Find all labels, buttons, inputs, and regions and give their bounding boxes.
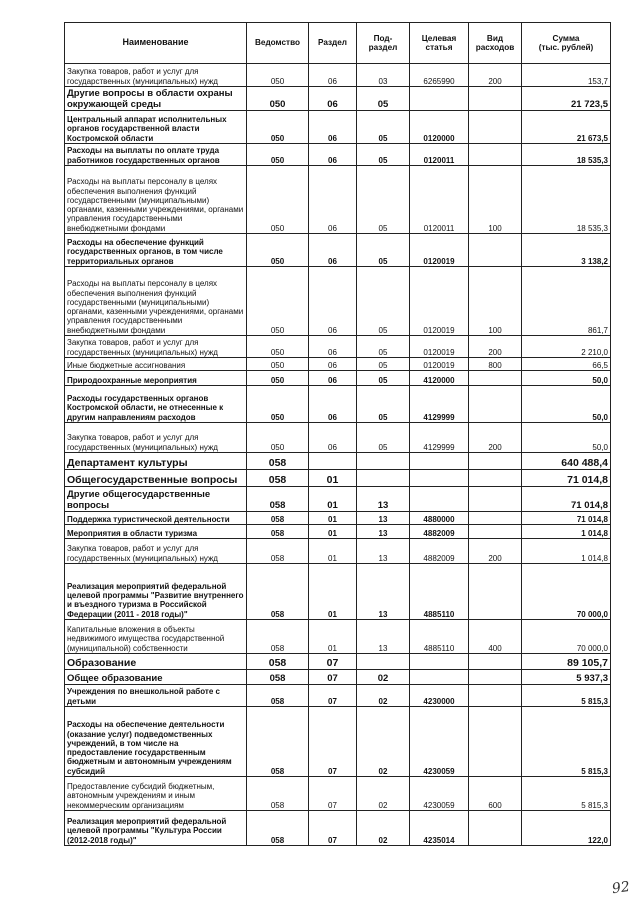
cell-vid	[469, 386, 522, 423]
cell-vid	[469, 707, 522, 777]
table-row	[65, 111, 611, 144]
table-row	[65, 670, 611, 685]
cell-ved: 058	[247, 453, 309, 470]
table-row	[65, 525, 611, 539]
cell-podrazdel: 03	[357, 64, 410, 87]
table-row	[65, 336, 611, 358]
cell-target	[410, 453, 469, 470]
cell-ved: 058	[247, 654, 309, 670]
cell-target: 0120011	[410, 166, 469, 234]
cell-vid	[469, 654, 522, 670]
cell-vid	[469, 525, 522, 539]
cell-target: 4885110	[410, 620, 469, 654]
cell-vid: 100	[469, 166, 522, 234]
cell-ved: 058	[247, 670, 309, 685]
cell-sum: 5 815,3	[522, 707, 611, 777]
cell-razdel: 07	[309, 670, 357, 685]
cell-razdel	[309, 453, 357, 470]
cell-podrazdel: 05	[357, 371, 410, 386]
cell-podrazdel: 13	[357, 620, 410, 654]
cell-razdel: 06	[309, 64, 357, 87]
cell-target	[410, 487, 469, 512]
cell-sum: 21 673,5	[522, 111, 611, 144]
cell-sum: 5 815,3	[522, 685, 611, 707]
cell-name: Закупка товаров, работ и услуг для государственных (муниципальных) нужд	[65, 336, 247, 358]
table-row	[65, 453, 611, 470]
cell-target: 0120019	[410, 358, 469, 371]
table-row	[65, 685, 611, 707]
cell-podrazdel: 05	[357, 166, 410, 234]
cell-razdel: 01	[309, 525, 357, 539]
cell-target: 0120000	[410, 111, 469, 144]
cell-ved: 050	[247, 423, 309, 453]
cell-name: Расходы на выплаты по оплате труда работников государственных органов	[65, 144, 247, 166]
cell-vid: 200	[469, 64, 522, 87]
cell-sum: 5 815,3	[522, 777, 611, 811]
cell-podrazdel	[357, 470, 410, 487]
header-target: Целевая статья	[410, 23, 469, 64]
cell-name: Природоохранные мероприятия	[65, 371, 247, 386]
cell-name: Поддержка туристической деятельности	[65, 512, 247, 525]
cell-sum: 3 138,2	[522, 234, 611, 267]
cell-name: Другие общегосударственные вопросы	[65, 487, 247, 512]
cell-name: Расходы на обеспечение функций государственных органов, в том числе территориальных органов	[65, 234, 247, 267]
cell-podrazdel: 13	[357, 539, 410, 564]
cell-razdel: 01	[309, 620, 357, 654]
cell-sum: 71 014,8	[522, 487, 611, 512]
cell-vid: 600	[469, 777, 522, 811]
header-razdel: Раздел	[309, 23, 357, 64]
cell-target: 4230000	[410, 685, 469, 707]
table-row	[65, 487, 611, 512]
table-row	[65, 470, 611, 487]
cell-sum: 50,0	[522, 386, 611, 423]
cell-target: 0120019	[410, 267, 469, 336]
cell-podrazdel: 13	[357, 525, 410, 539]
cell-vid	[469, 371, 522, 386]
table-row	[65, 386, 611, 423]
cell-sum: 2 210,0	[522, 336, 611, 358]
table-row	[65, 423, 611, 453]
cell-target	[410, 470, 469, 487]
cell-target: 0120019	[410, 234, 469, 267]
cell-ved: 050	[247, 234, 309, 267]
cell-razdel: 06	[309, 386, 357, 423]
cell-name: Предоставление субсидий бюджетным, автономным учреждениям и иным некоммерческим организациям	[65, 777, 247, 811]
cell-podrazdel: 13	[357, 512, 410, 525]
cell-sum: 50,0	[522, 371, 611, 386]
cell-target: 4882009	[410, 539, 469, 564]
cell-target: 4882009	[410, 525, 469, 539]
cell-ved: 050	[247, 386, 309, 423]
cell-vid: 800	[469, 358, 522, 371]
cell-vid	[469, 685, 522, 707]
cell-sum: 18 535,3	[522, 144, 611, 166]
cell-razdel: 01	[309, 564, 357, 620]
cell-name: Расходы на выплаты персоналу в целях обеспечения выполнения функций государственными (муниципальными) органами, казенными учреждениями, органами управления государственными внебюджетными фондами	[65, 166, 247, 234]
cell-target: 4230059	[410, 777, 469, 811]
cell-target: 4129999	[410, 423, 469, 453]
cell-razdel: 07	[309, 811, 357, 846]
table-row	[65, 539, 611, 564]
cell-vid	[469, 670, 522, 685]
cell-razdel: 06	[309, 144, 357, 166]
cell-vid	[469, 234, 522, 267]
table-row	[65, 512, 611, 525]
cell-vid	[469, 111, 522, 144]
cell-razdel: 06	[309, 234, 357, 267]
table-row	[65, 166, 611, 234]
cell-podrazdel: 05	[357, 267, 410, 336]
cell-podrazdel: 02	[357, 707, 410, 777]
header-name: Наименование	[65, 23, 247, 64]
cell-name: Департамент культуры	[65, 453, 247, 470]
cell-podrazdel: 05	[357, 111, 410, 144]
cell-target: 4230059	[410, 707, 469, 777]
cell-target: 0120011	[410, 144, 469, 166]
cell-vid	[469, 87, 522, 111]
table-row	[65, 144, 611, 166]
cell-sum: 71 014,8	[522, 512, 611, 525]
cell-razdel: 06	[309, 358, 357, 371]
cell-razdel: 07	[309, 685, 357, 707]
cell-ved: 050	[247, 371, 309, 386]
cell-razdel: 06	[309, 423, 357, 453]
cell-razdel: 01	[309, 512, 357, 525]
cell-ved: 058	[247, 620, 309, 654]
cell-sum: 50,0	[522, 423, 611, 453]
cell-sum: 861,7	[522, 267, 611, 336]
cell-sum: 21 723,5	[522, 87, 611, 111]
cell-target: 6265990	[410, 64, 469, 87]
cell-ved: 058	[247, 811, 309, 846]
cell-target: 4235014	[410, 811, 469, 846]
cell-razdel: 06	[309, 166, 357, 234]
cell-name: Другие вопросы в области охраны окружающей среды	[65, 87, 247, 111]
cell-name: Расходы государственных органов Костромской области, не отнесенные к другим направлениям расходов	[65, 386, 247, 423]
table-row	[65, 358, 611, 371]
cell-razdel: 07	[309, 707, 357, 777]
cell-ved: 058	[247, 707, 309, 777]
cell-target: 4880000	[410, 512, 469, 525]
cell-podrazdel: 05	[357, 336, 410, 358]
cell-sum: 122,0	[522, 811, 611, 846]
cell-podrazdel: 02	[357, 670, 410, 685]
cell-name: Капитальные вложения в объекты недвижимого имущества государственной (муниципальной) собственности	[65, 620, 247, 654]
cell-ved: 058	[247, 539, 309, 564]
cell-ved: 058	[247, 564, 309, 620]
cell-ved: 050	[247, 144, 309, 166]
cell-razdel: 06	[309, 336, 357, 358]
table-row	[65, 267, 611, 336]
header-ved: Ведомство	[247, 23, 309, 64]
table-row	[65, 620, 611, 654]
cell-vid: 200	[469, 423, 522, 453]
cell-podrazdel: 05	[357, 144, 410, 166]
cell-razdel: 01	[309, 487, 357, 512]
cell-ved: 058	[247, 487, 309, 512]
cell-name: Иные бюджетные ассигнования	[65, 358, 247, 371]
cell-ved: 050	[247, 336, 309, 358]
cell-podrazdel: 13	[357, 487, 410, 512]
cell-name: Закупка товаров, работ и услуг для государственных (муниципальных) нужд	[65, 64, 247, 87]
cell-podrazdel: 02	[357, 811, 410, 846]
cell-vid	[469, 487, 522, 512]
cell-podrazdel: 02	[357, 777, 410, 811]
cell-sum: 70 000,0	[522, 564, 611, 620]
budget-table	[64, 22, 611, 846]
cell-name: Закупка товаров, работ и услуг для государственных (муниципальных) нужд	[65, 539, 247, 564]
cell-sum: 640 488,4	[522, 453, 611, 470]
cell-ved: 058	[247, 777, 309, 811]
cell-sum: 18 535,3	[522, 166, 611, 234]
cell-name: Закупка товаров, работ и услуг для государственных (муниципальных) нужд	[65, 423, 247, 453]
cell-podrazdel: 05	[357, 423, 410, 453]
cell-sum: 1 014,8	[522, 525, 611, 539]
cell-name: Реализация мероприятий федеральной целевой программы "Культура России (2012-2018 годы)"	[65, 811, 247, 846]
cell-podrazdel: 02	[357, 685, 410, 707]
header-sum: Сумма (тыс. рублей)	[522, 23, 611, 64]
cell-name: Учреждения по внешкольной работе с детьми	[65, 685, 247, 707]
cell-name: Реализация мероприятий федеральной целевой программы "Развитие внутреннего и въездного туризма в Российской Федерации (2011 - 2018 годы)"	[65, 564, 247, 620]
cell-vid: 400	[469, 620, 522, 654]
table-row	[65, 654, 611, 670]
cell-razdel: 07	[309, 777, 357, 811]
cell-vid	[469, 512, 522, 525]
cell-target: 4885110	[410, 564, 469, 620]
cell-vid	[469, 470, 522, 487]
header-vid: Вид расходов	[469, 23, 522, 64]
cell-target	[410, 670, 469, 685]
cell-vid: 200	[469, 336, 522, 358]
cell-ved: 050	[247, 358, 309, 371]
cell-target: 4129999	[410, 386, 469, 423]
cell-ved: 058	[247, 470, 309, 487]
cell-name: Общегосударственные вопросы	[65, 470, 247, 487]
cell-razdel: 01	[309, 539, 357, 564]
cell-razdel: 06	[309, 267, 357, 336]
cell-target	[410, 87, 469, 111]
cell-sum: 153,7	[522, 64, 611, 87]
cell-vid	[469, 564, 522, 620]
cell-name: Образование	[65, 654, 247, 670]
cell-razdel: 06	[309, 111, 357, 144]
cell-name: Мероприятия в области туризма	[65, 525, 247, 539]
cell-podrazdel: 05	[357, 358, 410, 371]
table-row	[65, 87, 611, 111]
cell-target: 0120019	[410, 336, 469, 358]
cell-razdel: 06	[309, 371, 357, 386]
cell-sum: 5 937,3	[522, 670, 611, 685]
cell-ved: 050	[247, 166, 309, 234]
cell-ved: 058	[247, 525, 309, 539]
cell-sum: 89 105,7	[522, 654, 611, 670]
page-number: 92	[610, 878, 631, 898]
cell-razdel: 07	[309, 654, 357, 670]
cell-vid: 100	[469, 267, 522, 336]
cell-podrazdel	[357, 654, 410, 670]
table-row	[65, 564, 611, 620]
cell-sum: 1 014,8	[522, 539, 611, 564]
cell-ved: 050	[247, 87, 309, 111]
cell-ved: 050	[247, 267, 309, 336]
cell-podrazdel: 05	[357, 234, 410, 267]
cell-vid	[469, 453, 522, 470]
cell-razdel: 06	[309, 87, 357, 111]
cell-ved: 058	[247, 512, 309, 525]
cell-podrazdel: 13	[357, 564, 410, 620]
cell-name: Центральный аппарат исполнительных органов государственной власти Костромской области	[65, 111, 247, 144]
cell-razdel: 01	[309, 470, 357, 487]
cell-name: Расходы на выплаты персоналу в целях обеспечения выполнения функций государственными (муниципальными) органами, казенными учреждениями, органами управления государственными внебюджетными фондами	[65, 267, 247, 336]
cell-target: 4120000	[410, 371, 469, 386]
cell-podrazdel: 05	[357, 87, 410, 111]
cell-sum: 66,5	[522, 358, 611, 371]
cell-ved: 050	[247, 111, 309, 144]
cell-vid	[469, 811, 522, 846]
cell-podrazdel	[357, 453, 410, 470]
cell-sum: 71 014,8	[522, 470, 611, 487]
table-row	[65, 371, 611, 386]
cell-name: Расходы на обеспечение деятельности (оказание услуг) подведомственных учреждений, в том числе на предоставление государственным бюджетным и автономным учреждениям субсидий	[65, 707, 247, 777]
cell-vid: 200	[469, 539, 522, 564]
cell-sum: 70 000,0	[522, 620, 611, 654]
cell-name: Общее образование	[65, 670, 247, 685]
table-row	[65, 707, 611, 777]
table-row	[65, 811, 611, 846]
cell-ved: 058	[247, 685, 309, 707]
header-podrazdel: Под- раздел	[357, 23, 410, 64]
cell-target	[410, 654, 469, 670]
cell-podrazdel: 05	[357, 386, 410, 423]
table-row	[65, 777, 611, 811]
table-body	[65, 64, 611, 846]
table-header-row	[65, 23, 611, 64]
table-row	[65, 64, 611, 87]
cell-ved: 050	[247, 64, 309, 87]
table-row	[65, 234, 611, 267]
cell-vid	[469, 144, 522, 166]
